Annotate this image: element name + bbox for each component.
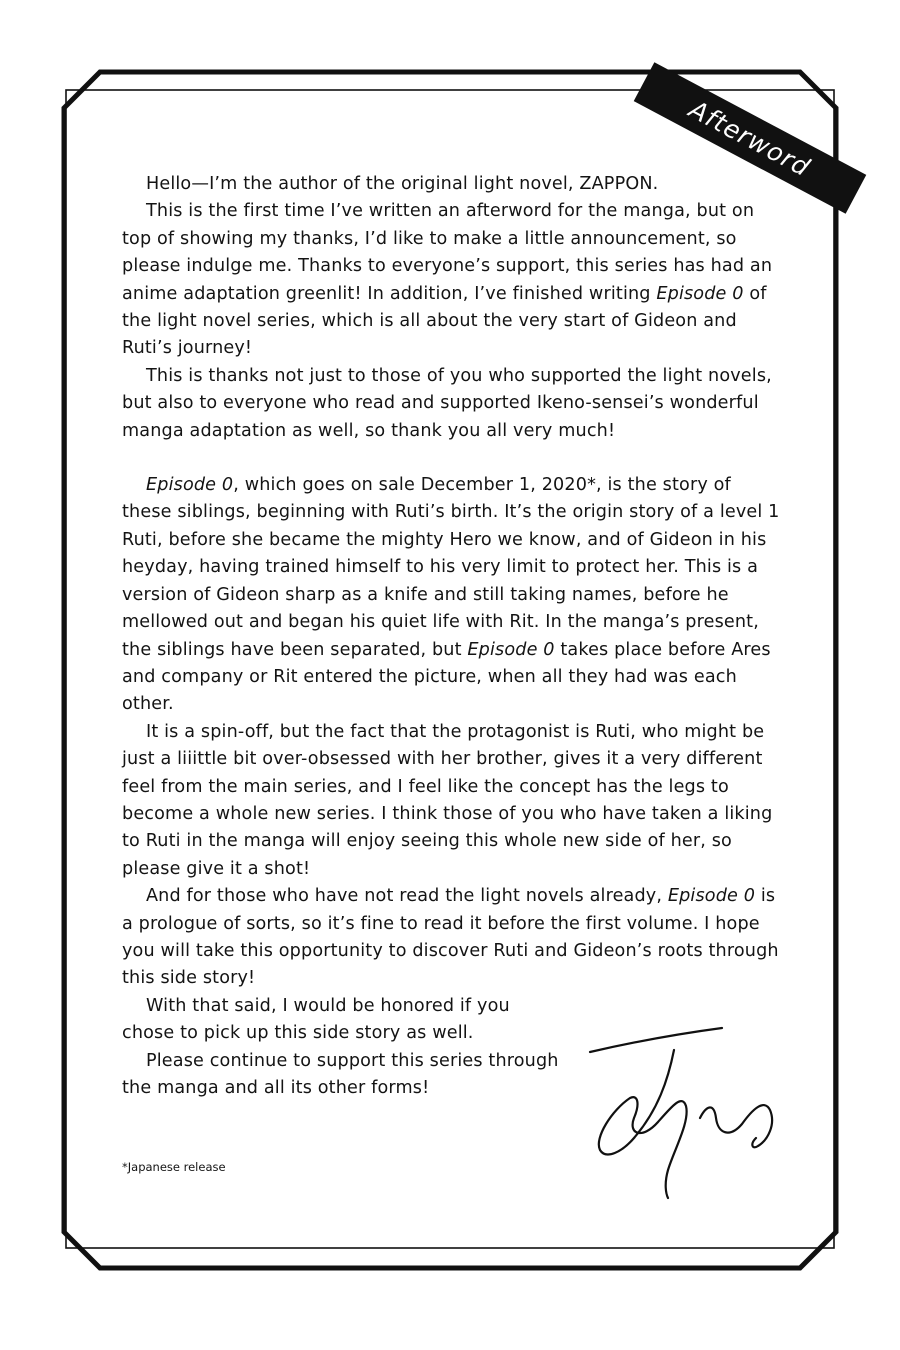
paragraph-episode-zero: Episode 0, which goes on sale December 1, 2020*, is the story of these siblings, beginning with Ruti’s birth. It’s the origin story of a level 1 Ruti, before she became the mighty Hero we know, and of Gideon in his heyday, having trained himself to his very limit to protect her. This is a version of Gideon sharp as a knife and still taking names, before he mellowed out and began his quiet life with Rit. In the manga’s present, the siblings have been separated, but Episode 0 takes place before Ares and company or Rit entered the picture, when all they had was each other.	[122, 475, 780, 715]
author-signature	[582, 1010, 782, 1200]
paragraph-support: Please continue to support this series through the manga and all its other forms!	[122, 1050, 559, 1098]
paragraph-closing: With that said, I would be honored if you chose to pick up this side story as well.	[122, 995, 510, 1044]
paragraph-thanks: This is thanks not just to those of you who supported the light novels, but also to everyone who read and supported Ikeno-sensei’s wonderful manga adaptation as well, so thank you all very much!	[122, 365, 772, 441]
paragraph-prologue: And for those who have not read the light novels already, Episode 0 is a prologue of sorts, so it’s fine to read it before the first volume. I hope you will take this opportunity to discover Ruti and Gideon’s roots through this side story!	[122, 886, 779, 989]
afterword-body	[122, 171, 782, 1102]
paragraph-announcement: This is the first time I’ve written an afterword for the manga, but on top of showing my thanks, I’d like to make a little announcement, so please indulge me. Thanks to everyone’s support, this series has had an anime adaptation greenlit! In addition, I’ve finished writing Episode 0 of the light novel series, which is all about the very start of Gideon and Ruti’s journey!	[122, 201, 773, 359]
afterword-title: Afterword	[684, 94, 816, 182]
paragraph-intro: Hello—I’m the author of the original light novel, ZAPPON.	[146, 174, 659, 194]
paragraph-gap	[122, 445, 782, 472]
footnote: *Japanese release	[122, 1160, 226, 1174]
paragraph-spin-off: It is a spin-off, but the fact that the protagonist is Ruti, who might be just a liiittle bit over-obsessed with her brother, gives it a very different feel from the main series, and I feel like the concept has the legs to become a whole new series. I think those of you who have taken a liking to Ruti in the manga will enjoy seeing this whole new side of her, so please give it a shot!	[122, 721, 773, 879]
